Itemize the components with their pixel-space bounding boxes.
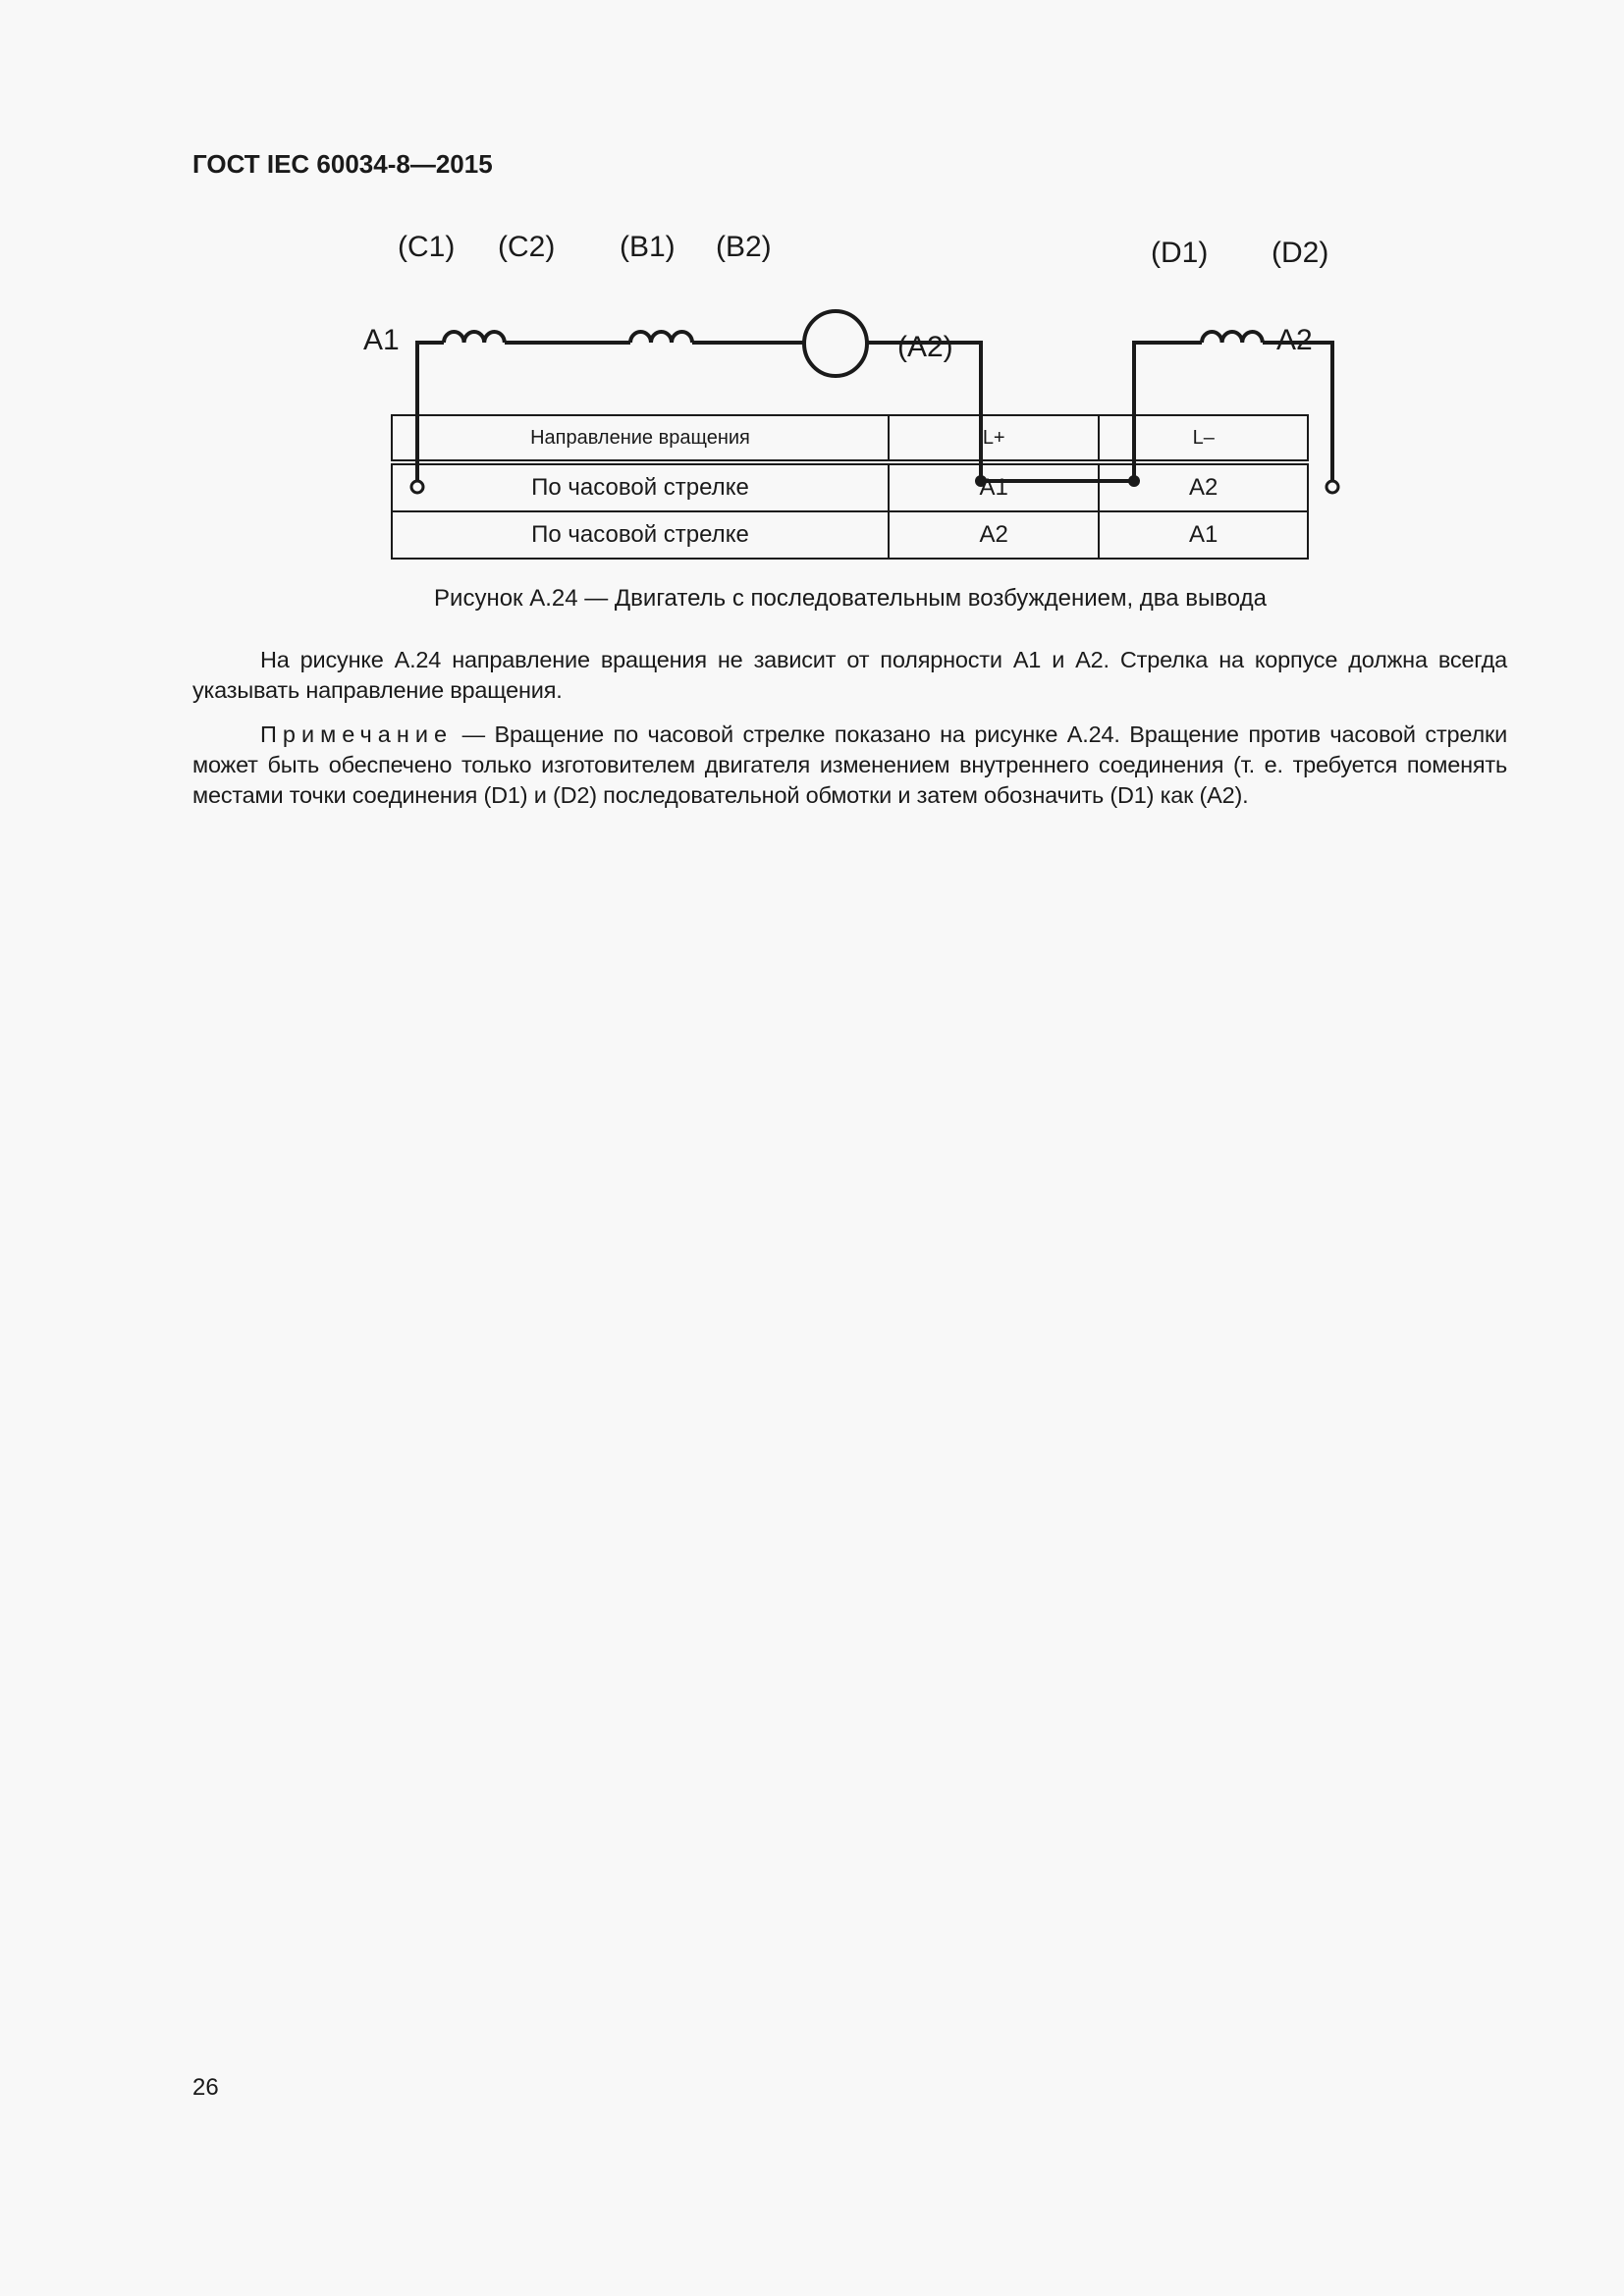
label-c2: (C2) bbox=[498, 231, 556, 263]
table-row bbox=[392, 462, 1308, 511]
document-header: ГОСТ IEC 60034-8—2015 bbox=[192, 149, 493, 179]
label-b2: (B2) bbox=[716, 231, 772, 263]
table-cell: A1 bbox=[1099, 511, 1308, 559]
label-b1: (B1) bbox=[620, 231, 676, 263]
page-number: 26 bbox=[192, 2074, 219, 2101]
note-text: — Вращение по часовой стрелке показано на рисунке А.24. Вращение против часовой стрелки может быть обеспечено только изготовителем двигателя изменением внутреннего соединения (т. е. требуется поменять местами точки соединения (D1) и (D2) последовательной обмотки и затем обозначить (D1) как (A2). bbox=[192, 721, 1507, 808]
table-cell: По часовой стрелке bbox=[392, 462, 889, 511]
figure-caption: Рисунок А.24 — Двигатель с последовательным возбуждением, два вывода bbox=[434, 585, 1267, 612]
header-l-plus: L+ bbox=[889, 415, 1100, 462]
table-cell: По часовой стрелке bbox=[392, 511, 889, 559]
note-label: Примечание bbox=[260, 721, 454, 747]
coil-d-icon bbox=[1202, 332, 1263, 343]
label-d1: (D1) bbox=[1151, 237, 1209, 269]
paragraph: На рисунке А.24 направление вращения не зависит от полярности А1 и А2. Стрелка на корпусе должна всегда указывать направление вращения. bbox=[192, 647, 1507, 703]
terminal-a2-icon bbox=[1326, 481, 1338, 493]
label-a2: A2 bbox=[1276, 324, 1313, 356]
table-row bbox=[392, 511, 1308, 559]
header-l-minus: L– bbox=[1099, 415, 1308, 462]
table-header-row bbox=[392, 415, 1308, 462]
table-cell: A2 bbox=[889, 511, 1100, 559]
label-c1: (C1) bbox=[398, 231, 456, 263]
label-a2-internal: (A2) bbox=[897, 331, 953, 363]
label-d2: (D2) bbox=[1272, 237, 1329, 269]
table-cell: A1 bbox=[889, 462, 1100, 511]
label-a1: A1 bbox=[363, 324, 400, 356]
table-cell: A2 bbox=[1099, 462, 1308, 511]
note-paragraph bbox=[192, 720, 1507, 811]
rotation-direction-table bbox=[391, 414, 1309, 560]
header-direction: Направление вращения bbox=[392, 415, 889, 462]
